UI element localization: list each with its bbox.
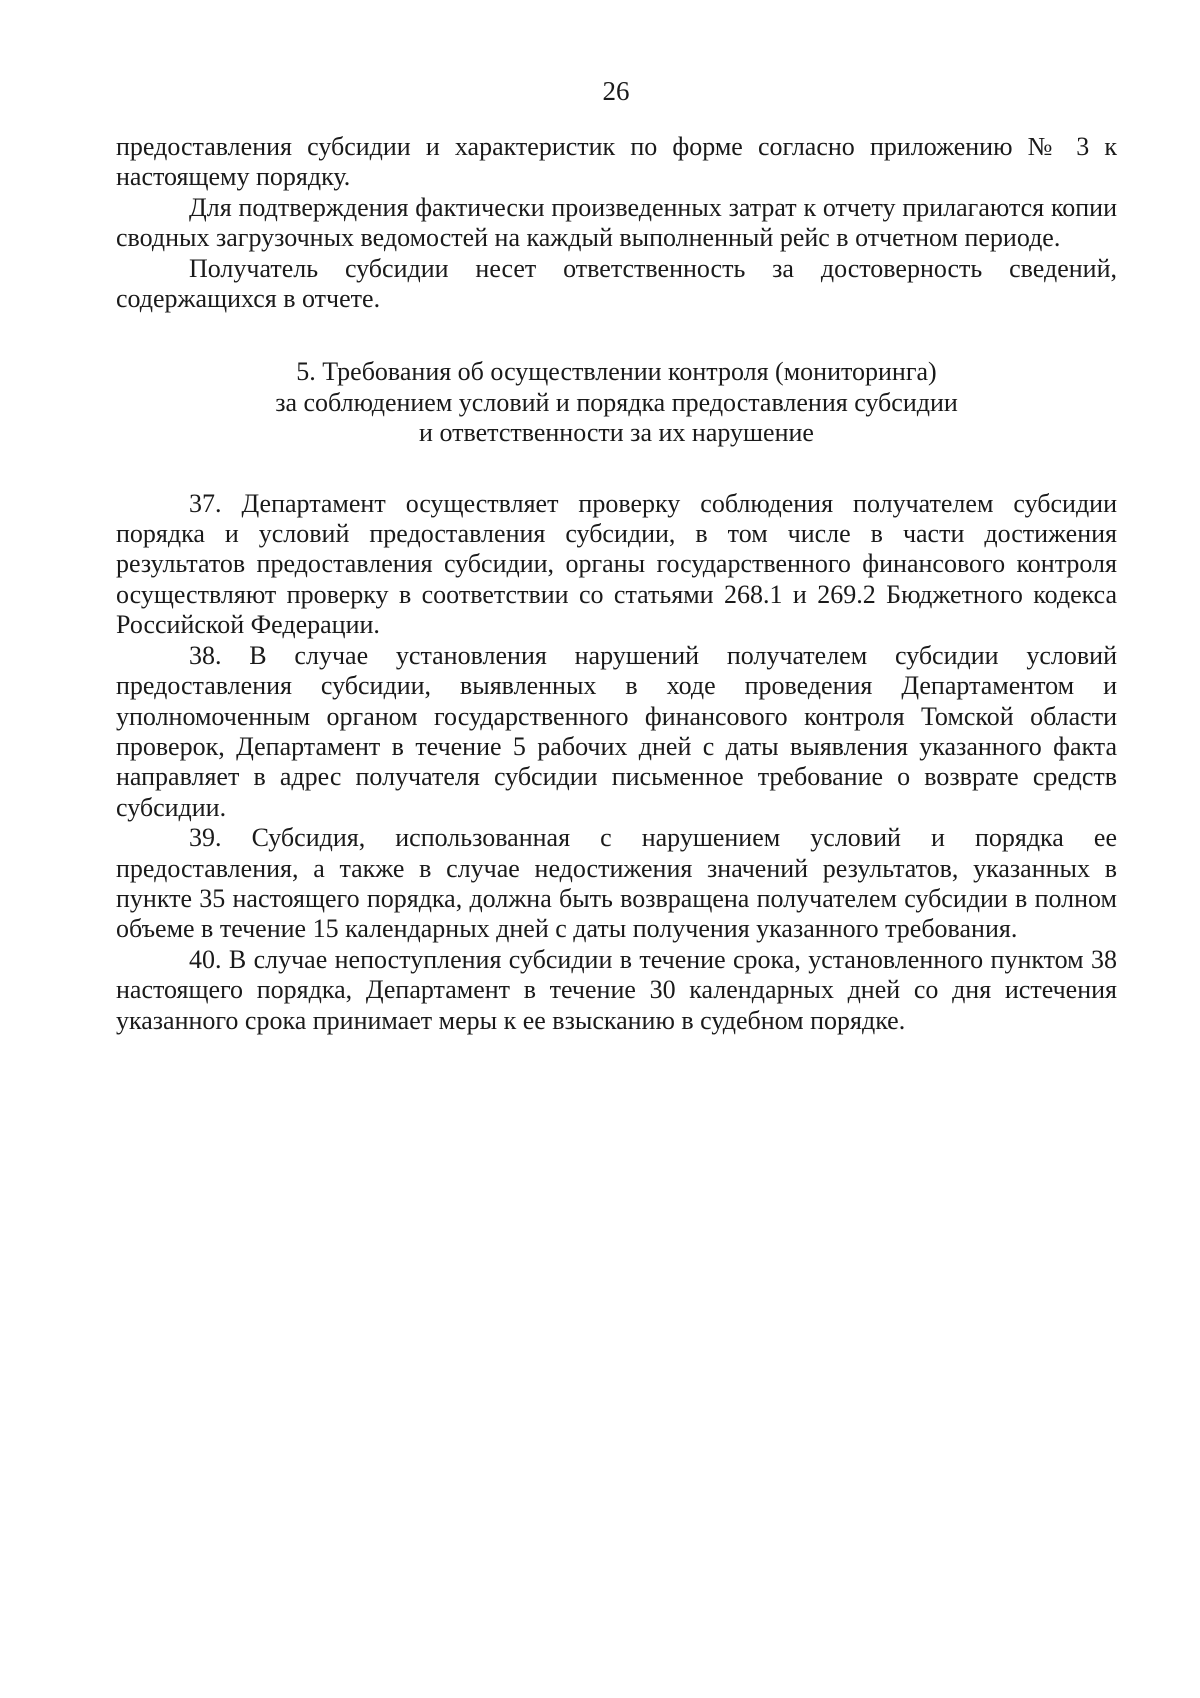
document-body <box>116 132 1117 1036</box>
page-number: 26 <box>602 76 630 106</box>
paragraph-item-39: 39. Субсидия, использованная с нарушением условий и порядка ее предоставления, а также в случае недостижения значений результатов, указанных в пункте 35 настоящего порядка, должна быть возвращена получателем субсидии в полном объеме в течение 15 календарных дней с даты получения указанного требования. <box>116 823 1117 944</box>
section-heading <box>116 357 1117 448</box>
section-heading-line: 5. Требования об осуществлении контроля (мониторинга) <box>296 357 937 387</box>
paragraph-item-37: 37. Департамент осуществляет проверку соблюдения получателем субсидии порядка и условий предоставления субсидии, в том числе в части достижения результатов предоставления субсидии, органы государственного финансового контроля осуществляют проверку в соответствии со статьями 268.1 и 269.2 Бюджетного кодекса Российской Федерации. <box>116 488 1117 640</box>
paragraph-report-form: предоставления субсидии и характеристик по форме согласно приложению № 3 к настоящему порядку. <box>116 132 1117 192</box>
section-heading-line: за соблюдением условий и порядка предоставления субсидии <box>275 387 958 417</box>
paragraph-item-38: 38. В случае установления нарушений получателем субсидии условий предоставления субсидии, выявленных в ходе проведения Департаментом и уполномоченным органом государственного финансового контроля Томской области проверок, Департамент в течение 5 рабочих дней с даты выявления указанного факта направляет в адрес получателя субсидии письменное требование о возврате средств субсидии. <box>116 640 1117 822</box>
paragraph-cost-confirmation: Для подтверждения фактически произведенных затрат к отчету прилагаются копии сводных загрузочных ведомостей на каждый выполненный рейс в отчетном периоде. <box>116 192 1117 253</box>
paragraph-item-40: 40. В случае непоступления субсидии в течение срока, установленного пунктом 38 настоящего порядка, Департамент в течение 30 календарных дней со дня истечения указанного срока принимает меры к ее взысканию в судебном порядке. <box>116 944 1117 1035</box>
section-heading-line: и ответственности за их нарушение <box>419 418 814 448</box>
paragraph-recipient-responsibility: Получатель субсидии несет ответственность за достоверность сведений, содержащихся в отчете. <box>116 253 1117 314</box>
